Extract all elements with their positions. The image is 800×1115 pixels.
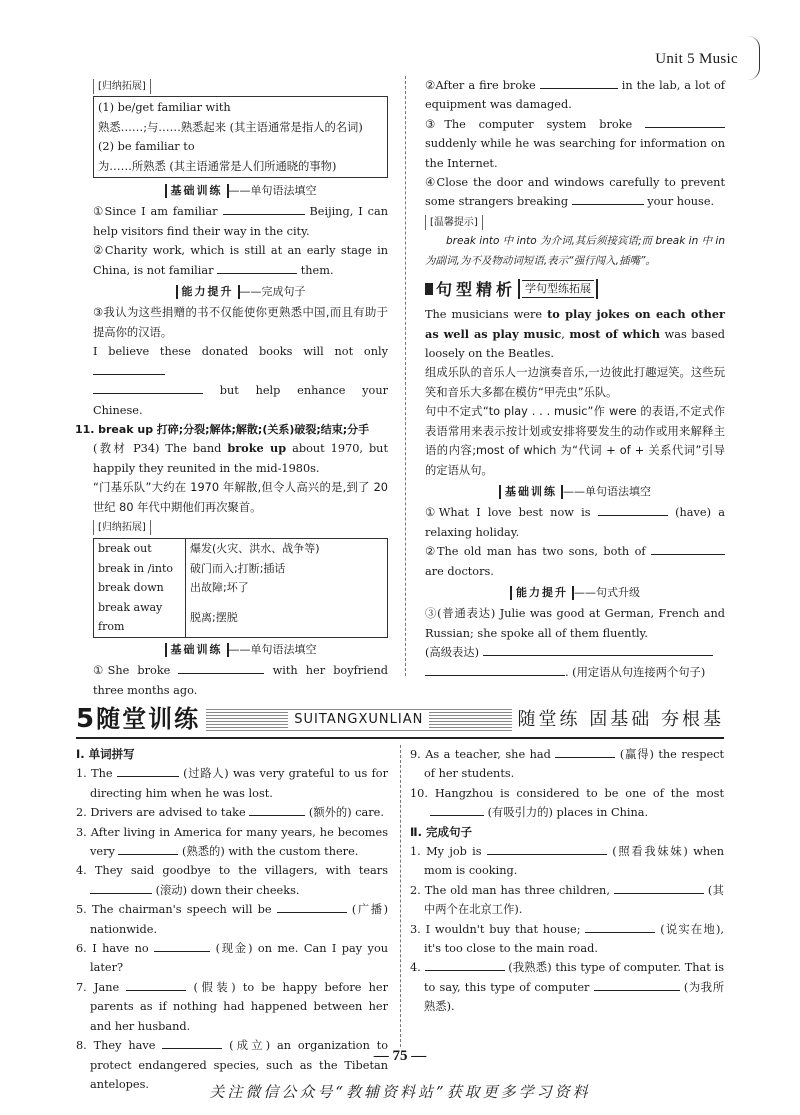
column-divider: [400, 745, 401, 1047]
banner-title: 随堂训练: [96, 705, 201, 734]
exercise-item: 9. As a teacher, she had (赢得) the respect of her students.: [410, 745, 724, 784]
pattern-section-title: 句型精析 学句型练拓展: [425, 279, 725, 299]
answer-blank[interactable]: [217, 261, 297, 274]
answer-blank[interactable]: [93, 381, 203, 394]
answer-blank[interactable]: [249, 803, 305, 816]
column-divider: [405, 76, 406, 676]
answer-blank[interactable]: [598, 503, 668, 516]
section-title: 基础训练 ——单句语法填空: [93, 640, 388, 659]
answer-blank[interactable]: [572, 192, 644, 205]
exercise-item: 3. After living in America for many years, he becomes very (熟悉的) with the custom there.: [76, 825, 388, 859]
banner-underline: [76, 737, 724, 739]
box-line: 熟悉……;与……熟悉起来 (其主语通常是指人的名词): [98, 120, 363, 134]
phrase-table: [93, 538, 388, 638]
answer-blank[interactable]: [645, 115, 725, 128]
box-line: 为……所熟悉 (其主语通常是人们所通晓的事物): [98, 159, 337, 173]
exercise-item: 2. The old man has three children, (其中两个在北京工作).: [410, 881, 724, 920]
exercise-item: ③The computer system broke suddenly while he was searching for information on the Internet.: [425, 115, 725, 173]
exercise-left: [76, 745, 388, 1094]
answer-blank[interactable]: [178, 661, 264, 674]
exercise-item: ①What I love best now is (have) a relaxing holiday.: [425, 503, 725, 542]
answer-blank[interactable]: [118, 842, 178, 855]
left-column: [75, 76, 389, 700]
answer-blank[interactable]: [223, 202, 305, 215]
right-column: [425, 76, 725, 682]
summary-tag: [归纳拓展]: [93, 79, 151, 94]
pattern-sentence: The musicians were to play jokes on each other as well as play music, most of which was based loosely on the Beatles.: [425, 307, 725, 361]
exercise-item: 2. Drivers are advised to take (额外的) care.: [76, 803, 388, 822]
section-title: 基础训练 ——单句语法填空: [93, 181, 388, 200]
exercise-item: 10. Hangzhou is considered to be one of the most (有吸引力的) places in China.: [410, 786, 724, 820]
exercise-item: ①Since I am familiar Beijing, I can help visitors find their way in the city.: [93, 202, 388, 241]
section-title: 能力提升 ——完成句子: [93, 282, 388, 301]
exercise-item: but help enhance your Chinese.: [93, 381, 388, 420]
answer-blank[interactable]: [483, 643, 713, 656]
exercise-item: 6. I have no (现金) on me. Can I pay you later?: [76, 939, 388, 978]
banner-stripe: [206, 709, 511, 731]
answer-blank[interactable]: [540, 76, 618, 89]
vocab-entry-11: 11. break up 打碎;分裂;解体;解散;(关系)破裂;结束;分手: [75, 422, 370, 436]
exercise-right: [410, 745, 724, 1017]
table-row: break in /into 破门而入;打断;插话: [94, 559, 388, 579]
exercise-item: 7. Jane (假装) to be happy before her parents as if nothing had happened between her and her husband.: [76, 978, 388, 1036]
answer-blank[interactable]: [585, 920, 655, 933]
exercise-item: 1. The (过路人) was very grateful to us for directing him when he was lost.: [76, 764, 388, 803]
answer-blank[interactable]: [90, 881, 152, 894]
table-row: break out 爆发(火灾、洪水、战争等): [94, 539, 388, 559]
unit-header: Unit 5 Music: [655, 51, 738, 67]
box-line: (1) be/get familiar with: [98, 101, 231, 115]
answer-blank[interactable]: [651, 542, 725, 555]
exercise-item: 4. They said goodbye to the villagers, with tears (滚动) down their cheeks.: [76, 864, 388, 897]
banner-slogan: 随堂练 固基础 夯根基: [517, 709, 724, 731]
answer-blank[interactable]: [425, 958, 505, 971]
exercise-item: 3. I wouldn't buy that house; (说实在地), it's too close to the main road.: [410, 920, 724, 959]
example-translation: “门基乐队”大约在 1970 年解散,但令人高兴的是,到了 20 世纪 80 年代中期他们再次聚首。: [93, 481, 388, 514]
exercise-item: ②After a fire broke in the lab, a lot of equipment was damaged.: [425, 76, 725, 115]
section-heading: Ⅱ. 完成句子: [410, 824, 472, 839]
answer-blank[interactable]: [277, 900, 347, 913]
answer-blank[interactable]: [117, 764, 179, 777]
exercise-item: (高级表达): [425, 643, 725, 662]
section-title: 能力提升 ——句式升级: [425, 583, 725, 602]
answer-blank[interactable]: [126, 978, 186, 991]
tip-text: break into 中 into 为介词,其后须接宾语;而 break in 中 in 为副词,为不及物动词短语,表示“强行闯入,插嘴”。: [425, 235, 725, 268]
exercise-item: 4. (我熟悉) this type of computer. That is to say, this type of computer (为我所熟悉).: [410, 958, 724, 1016]
section-banner: [76, 703, 724, 737]
banner-number: 5: [76, 704, 95, 735]
answer-blank[interactable]: [425, 663, 565, 676]
answer-blank[interactable]: [154, 939, 210, 952]
section-title: 基础训练 ——单句语法填空: [425, 482, 725, 501]
tip-tag: [温馨提示]: [425, 215, 483, 230]
answer-blank[interactable]: [594, 978, 680, 991]
answer-blank[interactable]: [555, 745, 615, 758]
exercise-item: 1. My job is (照看我妹妹) when mom is cooking.: [410, 842, 724, 881]
exercise-item: ①She broke with her boyfriend three months ago.: [93, 661, 388, 700]
answer-blank[interactable]: [430, 803, 484, 816]
answer-blank[interactable]: [93, 362, 165, 375]
table-row: break down 出故障;坏了: [94, 578, 388, 598]
answer-blank[interactable]: [614, 881, 704, 894]
exercise-item: . (用定语从句连接两个句子): [425, 663, 725, 682]
exercise-item-cn: ③我认为这些捐赠的书不仅能使你更熟悉中国,而且有助于提高你的汉语。: [93, 306, 388, 339]
answer-blank[interactable]: [487, 842, 607, 855]
pattern-note: 句中不定式“to play . . . music”作 were 的表语,不定式作表语常用来表示按计划或安排将要发生的动作或用来解释主语的内容;most of which 为“代词 + of + 关系代词”引导的定语从句。: [425, 405, 725, 477]
page-number: — 75 —: [373, 1048, 427, 1064]
box-line: (2) be familiar to: [98, 140, 195, 154]
exercise-item: ④Close the door and windows carefully to prevent some strangers breaking your house.: [425, 176, 725, 209]
banner-pinyin: SUITANGXUNLIAN: [288, 710, 429, 729]
exercise-item: 8. They have (成立) an organization to protect endangered species, such as the Tibetan antelopes.: [76, 1036, 388, 1094]
footer-note: 关注微信公众号“教辅资料站”获取更多学习资料: [209, 1083, 591, 1101]
exercise-item: ③(普通表达) Julie was good at German, French and Russian; she spoke all of them fluently.: [425, 607, 725, 640]
familiar-box: [93, 96, 388, 178]
exercise-item: I believe these donated books will not only: [93, 342, 388, 381]
summary-tag: [归纳拓展]: [93, 520, 151, 535]
book-icon: [425, 283, 433, 295]
exercise-item: ②Charity work, which is still at an early stage in China, is not familiar them.: [93, 244, 388, 277]
table-row: break away from 脱离;摆脱: [94, 598, 388, 638]
exercise-item: 5. The chairman's speech will be (广播) nationwide.: [76, 900, 388, 939]
exercise-item: ②The old man has two sons, both of are doctors.: [425, 542, 725, 581]
section-heading: Ⅰ. 单词拼写: [76, 747, 135, 761]
pattern-translation: 组成乐队的音乐人一边演奏音乐,一边彼此打趣逗笑。这些玩笑和音乐大多都在模仿“甲壳虫”乐队。: [425, 366, 725, 399]
example-sentence: (教材 P34) The band broke up about 1970, but happily they reunited in the mid-1980s.: [93, 441, 389, 475]
header-bracket: [748, 36, 760, 80]
